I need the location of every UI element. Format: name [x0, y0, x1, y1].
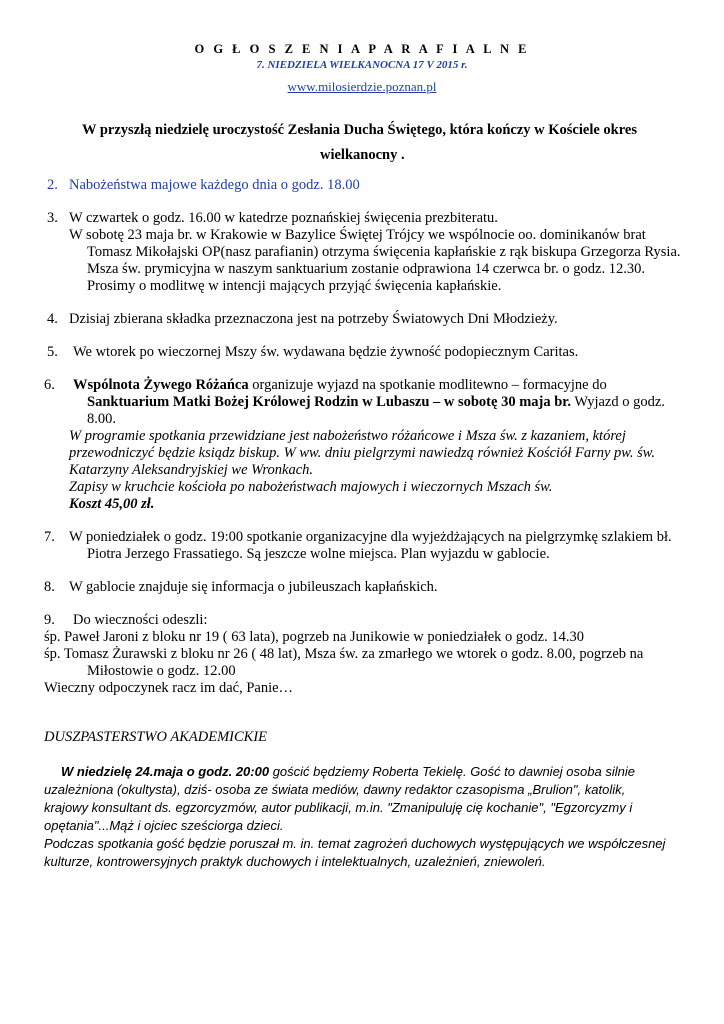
- announcement-6-italic-4: Zapisy w kruchcie kościoła po nabożeństwach majowych i wieczornych Mszach św.: [69, 479, 553, 495]
- academic-p1-line-3: krajowy konsultant ds. egzorcyzmów, autor publikacji, m.in. "Zmanipuluję cię kochanie", "Egzorcyzmy i: [44, 800, 633, 815]
- sanctuary-name: Sanktuarium Matki Bożej Królowej Rodzin w Lubaszu – w sobotę 30 maja br.: [87, 394, 572, 410]
- academic-p1-line-1: [61, 763, 635, 782]
- academic-p1-line-2: uzależniona (okultysta), dziś- osoba ze świata mediów, dawny redaktor czasopisma „Brulion", katolik,: [44, 782, 626, 797]
- announcement-8-number: 8.: [44, 579, 55, 595]
- announcement-5-number: 5.: [47, 344, 58, 360]
- announcement-6-line-2-rest: Wyjazd o godz.: [571, 394, 665, 410]
- website-link[interactable]: www.milosierdzie.poznan.pl: [287, 79, 437, 94]
- announcement-9-number: 9.: [44, 612, 55, 628]
- trip-cost: Koszt 45,00 zł.: [69, 496, 155, 512]
- academic-p1-line-4: opętania"...Mąż i ojciec sześciorga dzieci.: [44, 818, 284, 833]
- announcement-3-line-1: W czwartek o godz. 16.00 w katedrze poznańskiej święcenia prezbiteratu.: [69, 210, 498, 226]
- announcement-6-italic-1: W programie spotkania przewidziane jest nabożeństwo różańcowe i Msza św. z kazaniem, której: [69, 428, 626, 444]
- announcement-6-line-3: 8.00.: [87, 411, 116, 427]
- announcement-1-line-2: wielkanocny .: [320, 147, 405, 163]
- academic-ministry-heading: DUSZPASTERSTWO AKADEMICKIE: [44, 729, 268, 745]
- announcement-9-heading: Do wieczności odeszli:: [73, 612, 208, 628]
- announcement-3-line-5: Prosimy o modlitwę w intencji mających przyjąć święcenia kapłańskie.: [87, 278, 502, 294]
- announcement-3-line-2: W sobotę 23 maja br. w Krakowie w Bazylice Świętej Trójcy we wspólnocie oo. dominikanów brat: [69, 227, 646, 243]
- announcement-3-number: 3.: [47, 210, 58, 226]
- announcement-4-text: Dzisiaj zbierana składka przeznaczona jest na potrzeby Światowych Dni Młodzieży.: [69, 311, 558, 327]
- announcement-2-text: Nabożeństwa majowe każdego dnia o godz. 18.00: [69, 177, 360, 193]
- page-title: O G Ł O S Z E N I A P A R A F I A L N E: [194, 42, 530, 56]
- eternal-rest-prayer: Wieczny odpoczynek racz im dać, Panie…: [44, 680, 294, 696]
- obituary-2-continued: Miłostowie o godz. 12.00: [87, 663, 236, 679]
- announcement-6-line-1-rest: organizuje wyjazd na spotkanie modlitewno – formacyjne do: [248, 377, 607, 393]
- announcement-8-text: W gablocie znajduje się informacja o jubileuszach kapłańskich.: [69, 579, 438, 595]
- announcement-3-line-4: Msza św. prymicyjna w naszym sanktuarium zostanie odprawiona 14 czerwca br. o godz. 12.30.: [87, 261, 645, 277]
- academic-p2-line-1: Podczas spotkania gość będzie poruszał m. in. temat zagrożeń duchowych występujących we współczesnej: [44, 836, 666, 851]
- announcement-3-line-3: Tomasz Mikołajski OP(nasz parafianin) otrzyma święcenia kapłańskie z rąk biskupa Grzegorza Rysia.: [87, 244, 681, 260]
- rosary-group-name: Wspólnota Żywego Różańca: [73, 377, 249, 393]
- announcement-6-italic-2: przewodniczyć będzie ksiądz biskup. W ww. dniu pielgrzymi nawiedzą również Kościół Farny pw. św.: [69, 445, 656, 461]
- announcement-6-italic-3: Katarzyny Aleksandryjskiej we Wronkach.: [69, 462, 314, 478]
- page-subtitle: 7. NIEDZIELA WIELKANOCNA 17 V 2015 r.: [256, 59, 468, 71]
- academic-p2-line-2: kulturze, kontrowersyjnych praktyk duchowych i intelektualnych, uzależnień, zniewoleń.: [44, 854, 546, 869]
- obituary-2: śp. Tomasz Żurawski z bloku nr 26 ( 48 lat), Msza św. za zmarłego we wtorek o godz. 8.00, pogrzeb na: [44, 646, 644, 662]
- announcement-1-line-1: W przyszłą niedzielę uroczystość Zesłania Ducha Świętego, która kończy w Kościele okres: [82, 122, 637, 138]
- announcement-2-number: 2.: [47, 177, 58, 193]
- announcement-6-number: 6.: [44, 377, 55, 393]
- announcement-7-number: 7.: [44, 529, 55, 545]
- announcement-6-line-2: [87, 393, 665, 412]
- announcement-4-number: 4.: [47, 311, 58, 327]
- announcement-7-line-1: W poniedziałek o godz. 19:00 spotkanie organizacyjne dla wyjeżdżających na pielgrzymkę szlakiem bł.: [69, 529, 672, 545]
- academic-meeting-date: W niedzielę 24.maja o godz. 20:00: [61, 764, 270, 779]
- academic-p1-line-1-rest: gościć będziemy Roberta Tekielę. Gość to dawniej osoba silnie: [269, 764, 635, 779]
- obituary-1: śp. Paweł Jaroni z bloku nr 19 ( 63 lata), pogrzeb na Junikowie w poniedziałek o godz. 14.30: [44, 629, 584, 645]
- announcement-5-text: We wtorek po wieczornej Mszy św. wydawana będzie żywność podopiecznym Caritas.: [73, 344, 579, 360]
- announcement-7-line-2: Piotra Jerzego Frassatiego. Są jeszcze wolne miejsca. Plan wyjazdu w gablocie.: [87, 546, 550, 562]
